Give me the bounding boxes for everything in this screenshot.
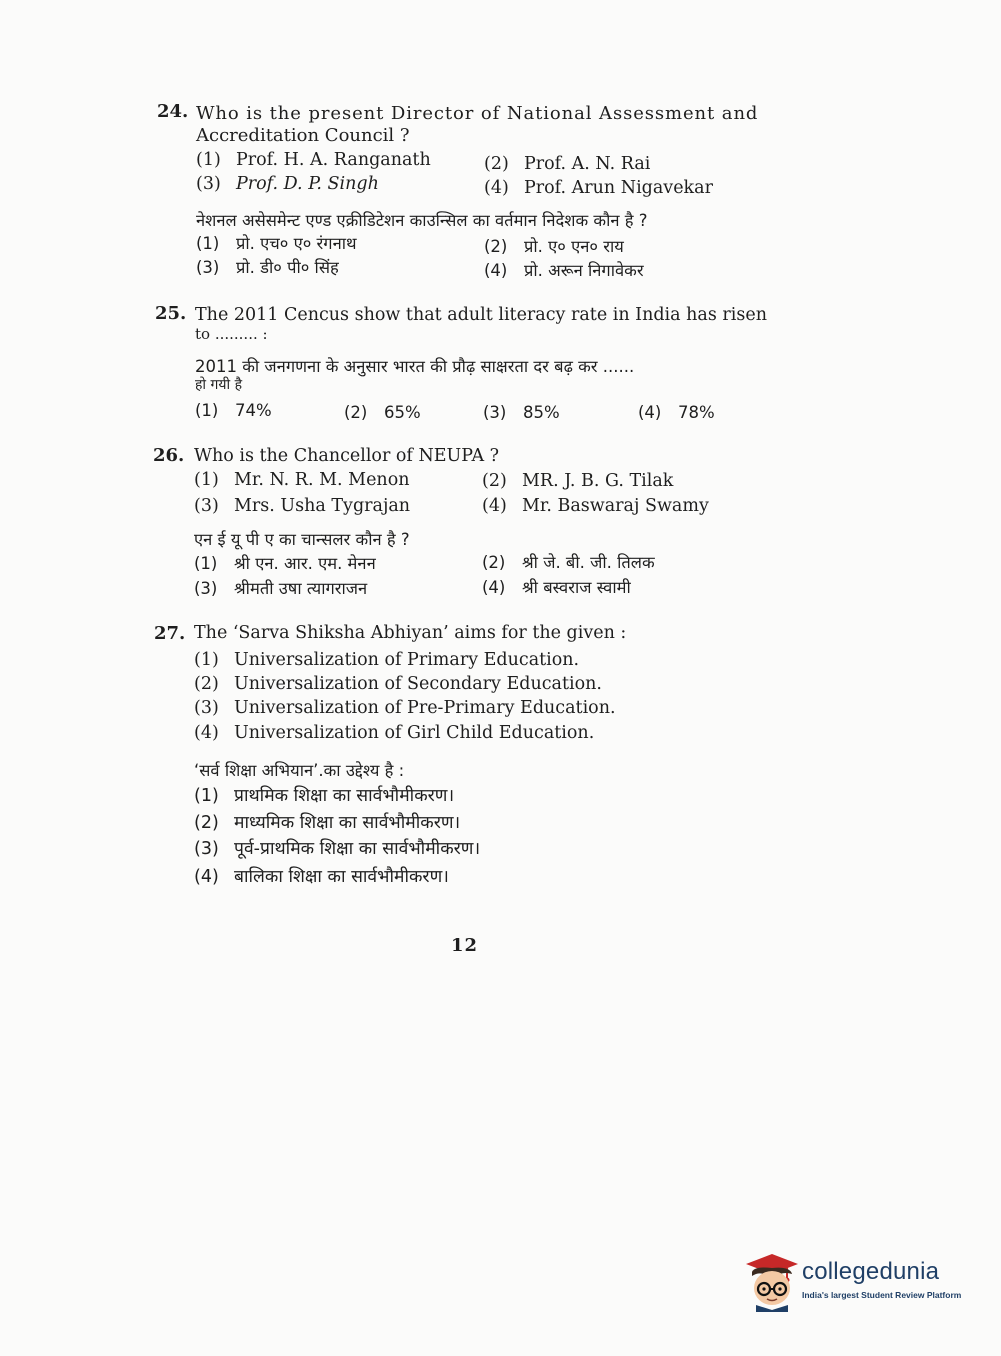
question-text-hi: एन ई यू पी ए का चान्सलर कौन है ? <box>194 530 410 549</box>
question-text-en: Who is the present Director of National Assessment and <box>196 103 759 124</box>
logo-tagline: India's largest Student Review Platform <box>802 1290 962 1300</box>
option-en-2: (2) Prof. A. N. Rai <box>484 154 651 174</box>
page-number: 12 <box>451 935 479 956</box>
question-number: 25. <box>155 303 187 324</box>
option-hi-2: (2) प्रो. ए० एन० राय <box>484 237 624 256</box>
option-4: (4) 78% <box>638 403 715 422</box>
option-hi-1: (1) श्री एन. आर. एम. मेनन <box>194 554 376 573</box>
option-hi-2: (2) श्री जे. बी. जी. तिलक <box>482 553 655 572</box>
option-hi-4: (4) प्रो. अरून निगावेकर <box>484 261 644 280</box>
question-text-hi: 2011 की जनगणना के अनुसार भारत की प्रौढ़ साक्षरता दर बढ़ कर ...... <box>195 357 635 376</box>
option-hi-3: (3) प्रो. डी० पी० सिंह <box>196 258 339 277</box>
option-en-1: (1) Mr. N. R. M. Menon <box>194 470 410 490</box>
option-hi-3: (3) पूर्व-प्राथमिक शिक्षा का सार्वभौमीकरण। <box>194 839 481 859</box>
logo-brand: collegedunia <box>802 1258 940 1285</box>
option-hi-1: (1) प्रो. एच० ए० रंगनाथ <box>196 234 357 253</box>
option-1: (1) 74% <box>195 401 272 420</box>
option-hi-4: (4) श्री बस्वराज स्वामी <box>482 578 631 597</box>
question-number: 26. <box>153 445 185 466</box>
option-en-3: (3) Universalization of Pre-Primary Education. <box>194 698 616 718</box>
option-hi-1: (1) प्राथमिक शिक्षा का सार्वभौमीकरण। <box>194 786 455 806</box>
option-hi-3: (3) श्रीमती उषा त्यागराजन <box>194 579 368 598</box>
collegedunia-logo <box>742 1250 972 1312</box>
question-text-hi-cont: हो गयी है <box>195 377 243 393</box>
option-hi-2: (2) माध्यमिक शिक्षा का सार्वभौमीकरण। <box>194 813 461 833</box>
question-number: 24. <box>157 101 189 122</box>
option-en-2: (2) Universalization of Secondary Education. <box>194 674 602 694</box>
option-en-2: (2) MR. J. B. G. Tilak <box>482 471 674 491</box>
question-number: 27. <box>154 623 186 644</box>
question-text-en-cont: to ......... : <box>195 325 268 343</box>
option-en-1: (1) Universalization of Primary Education. <box>194 650 580 670</box>
option-en-4: (4) Prof. Arun Nigavekar <box>484 178 713 198</box>
option-3: (3) 85% <box>483 403 560 422</box>
option-2: (2) 65% <box>344 403 421 422</box>
question-text-hi: ‘सर्व शिक्षा अभियान’.का उद्देश्य है : <box>194 761 405 780</box>
question-text-en: The 2011 Cencus show that adult literacy rate in India has risen <box>195 305 767 325</box>
question-text-en: Who is the Chancellor of NEUPA ? <box>194 446 500 466</box>
option-hi-4: (4) बालिका शिक्षा का सार्वभौमीकरण। <box>194 867 449 887</box>
question-text-hi: नेशनल असेसमेन्ट एण्ड एक्रीडिटेशन काउन्सिल का वर्तमान निदेशक कौन है ? <box>196 211 648 230</box>
student-mascot-icon <box>742 1250 802 1312</box>
question-text-en: The ‘Sarva Shiksha Abhiyan’ aims for the given : <box>194 623 627 643</box>
option-en-3: (3) Prof. D. P. Singh <box>196 174 379 194</box>
question-text-en-cont: Accreditation Council ? <box>196 125 410 146</box>
option-en-4: (4) Mr. Baswaraj Swamy <box>482 496 709 516</box>
option-en-4: (4) Universalization of Girl Child Education. <box>194 723 595 743</box>
option-en-1: (1) Prof. H. A. Ranganath <box>196 150 431 170</box>
option-en-3: (3) Mrs. Usha Tygrajan <box>194 496 411 516</box>
